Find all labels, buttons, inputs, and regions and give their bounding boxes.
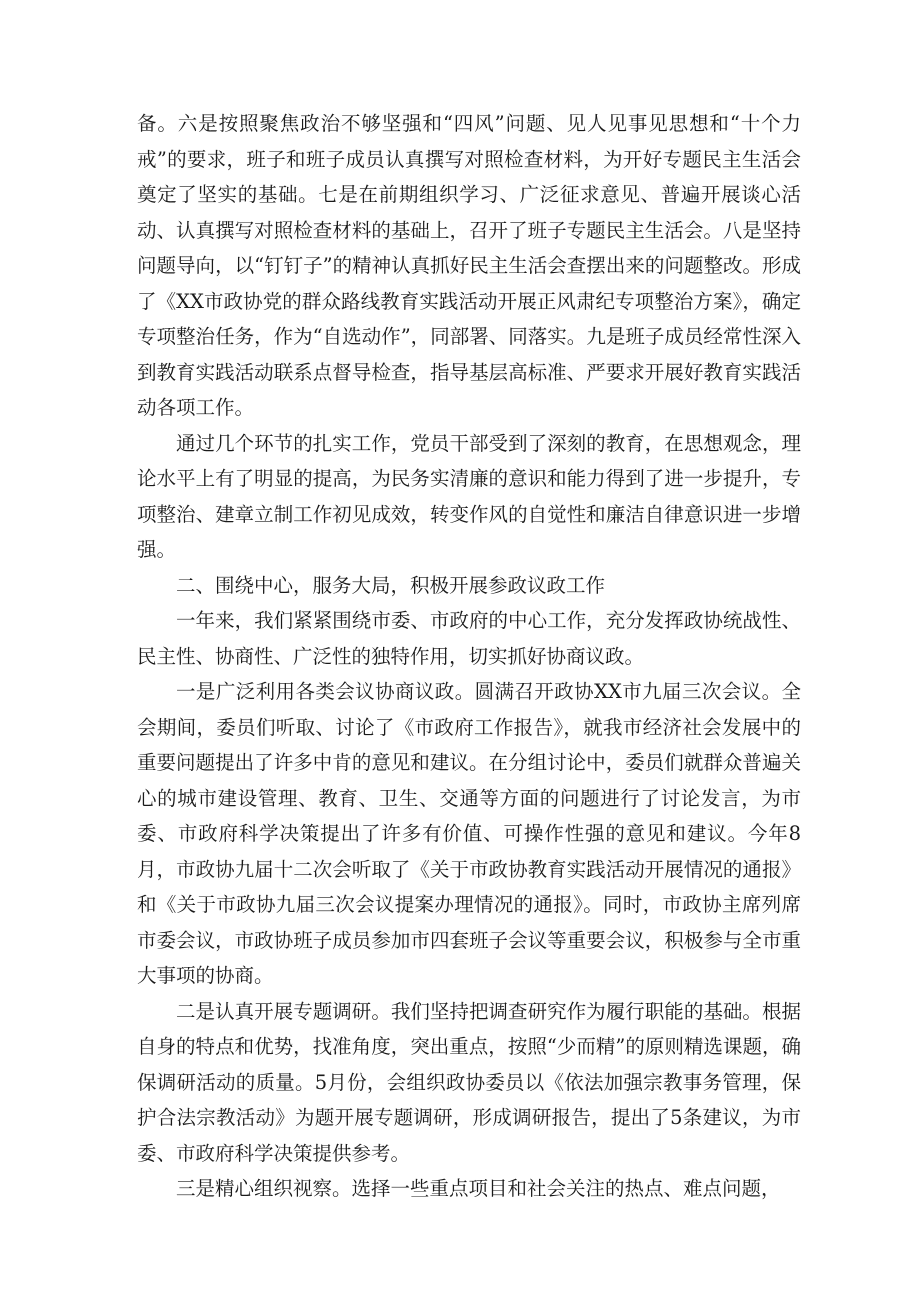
paragraph-intro: 一年来，我们紧紧围绕市委、市政府的中心工作，充分发挥政协统战性、民主性、协商性、广泛性的独特作用，切实抓好协商议政。 bbox=[137, 609, 801, 668]
paragraph-item-one: 一是广泛利用各类会议协商议政。圆满召开政协XX市九届三次会议。全会期间，委员们听取、讨论了《市政府工作报告》，就我市经济社会发展中的重要问题提出了许多中肯的意见和建议。在分组讨论中，委员们就群众普遍关心的城市建设管理、教育、卫生、交通等方面的问题进行了讨论发言，为市委、市政府科学决策提出了许多有价值、可操作性强的意见和建议。今年8月，市政协九届十二次会听取了《关于市政协教育实践活动开展情况的通报》和《关于市政协九届三次会议提案办理情况的通报》。同时，市政协主席列席市委会议，市政协班子成员参加市四套班子会议等重要会议，积极参与全市重大事项的协商。 bbox=[137, 680, 801, 987]
paragraph-continued: 备。六是按照聚焦政治不够坚强和“四风”问题、见人见事见思想和“十个力戒”的要求，班子和班子成员认真撰写对照检查材料，为开好专题民主生活会奠定了坚实的基础。七是在前期组织学习、广泛征求意见、普遍开展谈心活动、认真撰写对照检查材料的基础上，召开了班子专题民主生活会。八是坚持问题导向，以“钉钉子”的精神认真抓好民主生活会查摆出来的问题整改。形成了《XX市政协党的群众路线教育实践活动开展正风肃纪专项整治方案》，确定专项整治任务，作为“自选动作”，同部署、同落实。九是班子成员经常性深入到教育实践活动联系点督导检查，指导基层高标准、严要求开展好教育实践活动各项工作。 bbox=[137, 112, 801, 419]
document-body bbox=[137, 106, 801, 1207]
section-heading: 二、围绕中心，服务大局，积极开展参政议政工作 bbox=[176, 573, 606, 597]
paragraph-item-two: 二是认真开展专题调研。我们坚持把调查研究作为履行职能的基础。根据自身的特点和优势，找准角度，突出重点，按照“少而精”的原则精选课题，确保调研活动的质量。5月份，会组织政协委员以《依法加强宗教事务管理，保护合法宗教活动》为题开展专题调研，形成调研报告，提出了5条建议，为市委、市政府科学决策提供参考。 bbox=[137, 999, 801, 1165]
paragraph-item-three: 三是精心组织视察。选择一些重点项目和社会关注的热点、难点问题， bbox=[176, 1177, 781, 1200]
paragraph-summary: 通过几个环节的扎实工作，党员干部受到了深刻的教育，在思想观念，理论水平上有了明显的提高，为民务实清廉的意识和能力得到了进一步提升，专项整治、建章立制工作初见成效，转变作风的自觉性和廉洁自律意识进一步增强。 bbox=[137, 431, 801, 561]
